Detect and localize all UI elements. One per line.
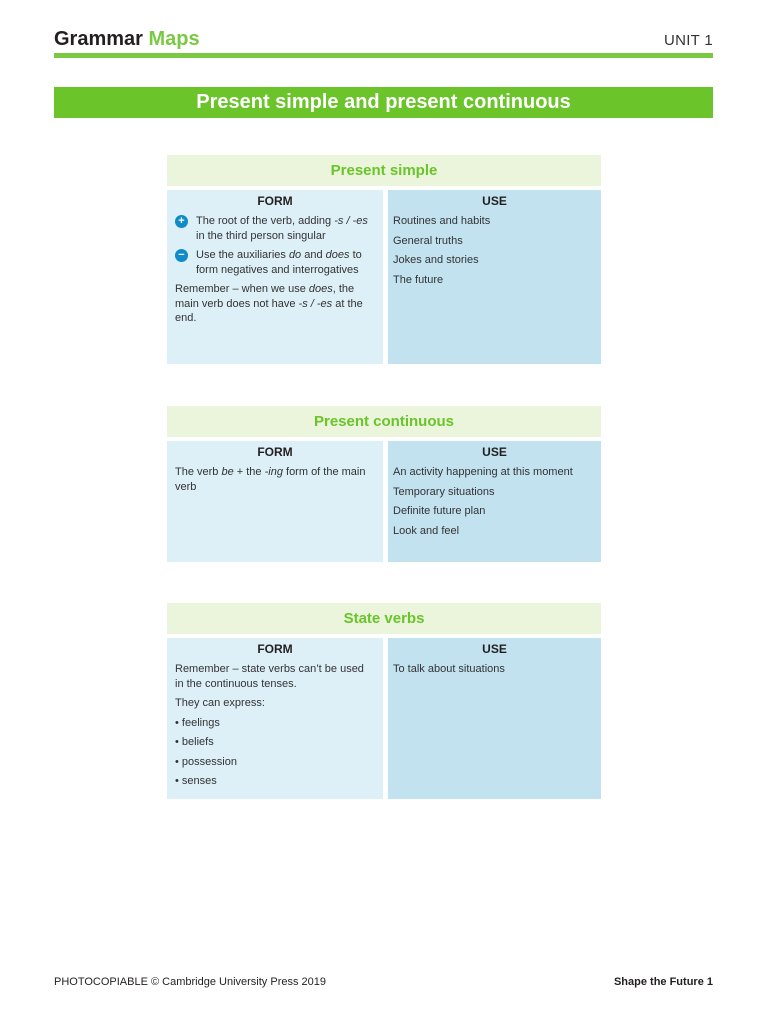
present-continuous-heading: Present continuous	[167, 406, 601, 437]
use-item: To talk about situations	[393, 663, 505, 675]
use-item: Look and feel	[393, 524, 460, 537]
state-verbs-heading: State verbs	[167, 603, 601, 634]
use-item: Definite future plan	[393, 505, 486, 517]
negative-form-rule	[175, 248, 375, 277]
positive-form-text: The root of the verb, adding -s / -es in the third person singular	[196, 215, 368, 242]
present-continuous-form-text: The verb be + the -ing form of the main verb	[175, 466, 366, 493]
use-item: Jokes and stories	[393, 254, 479, 266]
list-item: • senses	[175, 775, 217, 787]
header-divider	[54, 53, 713, 58]
form-column-title: FORM	[257, 445, 293, 459]
list-item: • feelings	[175, 716, 220, 729]
present-continuous-use-column	[388, 441, 601, 562]
use-item: General truths	[393, 234, 463, 247]
use-item: The future	[393, 273, 444, 286]
use-item: Routines and habits	[393, 215, 491, 227]
present-simple-use-column	[388, 190, 601, 364]
state-verbs-section	[167, 603, 601, 799]
unit-label: UNIT 1	[663, 32, 713, 49]
present-simple-form-column	[167, 190, 383, 364]
footer-book-title: Shape the Future 1	[613, 976, 713, 988]
brand-text-grammar: Grammar	[54, 28, 143, 50]
use-item: An activity happening at this moment	[393, 466, 573, 478]
present-continuous-section	[167, 406, 601, 562]
footer-copyright: PHOTOCOPIABLE © Cambridge University Press 2019	[54, 976, 326, 988]
use-column-title: USE	[482, 642, 507, 656]
present-simple-heading: Present simple	[167, 155, 601, 186]
use-column-title: USE	[482, 445, 507, 459]
plus-icon: +	[175, 215, 188, 228]
present-simple-section	[167, 155, 601, 364]
brand-text-maps: Maps	[148, 28, 200, 50]
present-continuous-form-column	[167, 441, 383, 562]
present-simple-remember-note: Remember – when we use does, the main verb does not have -s / -es at the end.	[175, 283, 363, 324]
negative-form-text: Use the auxiliaries do and does to form negatives and interrogatives	[196, 249, 362, 276]
state-verbs-express-label: They can express:	[175, 697, 265, 709]
form-column-title: FORM	[257, 194, 293, 208]
form-column-title: FORM	[257, 642, 293, 656]
list-item: • beliefs	[175, 736, 214, 748]
use-column-title: USE	[482, 194, 507, 208]
brand-logo	[54, 28, 200, 51]
use-item: Temporary situations	[393, 485, 495, 498]
state-verbs-use-column	[388, 638, 601, 799]
page-title: Present simple and present continuous	[54, 87, 713, 118]
state-verbs-form-column	[167, 638, 383, 799]
state-verbs-remember-note: Remember – state verbs can’t be used in the continuous tenses.	[175, 663, 364, 690]
positive-form-rule	[175, 214, 375, 243]
list-item: • possession	[175, 755, 237, 768]
minus-icon: −	[175, 249, 188, 262]
